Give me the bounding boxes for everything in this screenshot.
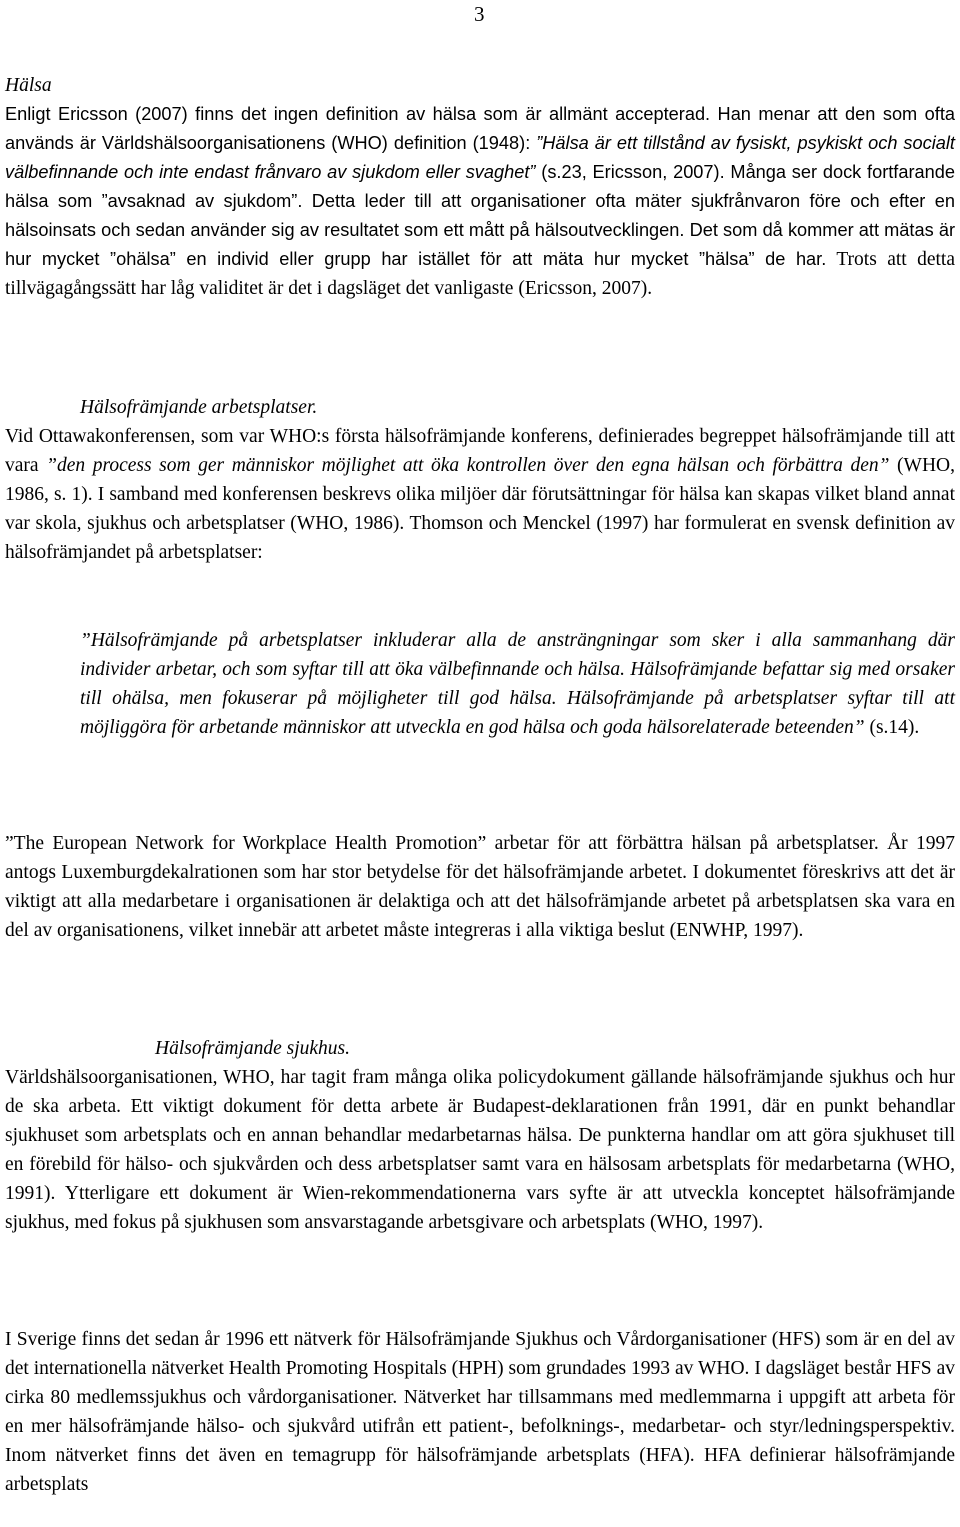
paragraph-text: Trots att detta tillvägagångssätt har låg validitet är det i dagsläget det vanligaste (Ericsson, 2007). [5,249,955,299]
paragraph-text: Enligt Ericsson (2007) finns det ingen definition av hälsa som är allmänt accepterad. Han menar att den som ofta används är Världshälsoorganisationens (WHO) definition (1948): [5,104,955,153]
page-number: 3 [474,2,485,26]
paragraph-halsa-definition [5,100,955,303]
ottawa-definition-quote: ”den process som ger människor möjlighet att öka kontrollen över den egna hälsan och förbättra den” [46,455,890,476]
section-heading-halsa: Hälsa [5,75,52,96]
section-heading-arbetsplatser: Hälsofrämjande arbetsplatser. [80,397,318,418]
blockquote-text: ”Hälsofrämjande på arbetsplatser inkluderar alla de ansträngningar som sker i alla sammanhang där individer arbetar, och som syftar till att öka välbefinnande och hälsa. Hälsofrämjande befattar sig med orsaker till ohälsa, men fokuserar på möjligheter till god hälsa. Hälsofrämjande på arbetsplatser syftar till att möjliggöra för arbetande människor att utveckla en god hälsa och goda hälsorelaterade beteenden” [80,630,955,738]
who-definition-quote: ”Hälsa är ett tillstånd av fysiskt, psykiskt och socialt välbefinnande och inte endast frånvaro av sjukdom eller svaghet” [5,133,955,182]
paragraph-who-sjukhus: Världshälsoorganisationen, WHO, har tagit fram många olika policydokument gällande hälsofrämjande sjukhus och hur de ska arbeta. Ett viktigt dokument för detta arbete är Budapest-deklarationen från 1991, där en punkt behandlar sjukhuset som arbetsplats och en annan behandlar medarbetarnas hälsa. De punkterna handlar om att göra sjukhuset till en förebild för hälso- och sjukvården och dess arbetsplatser samt vara en hälsosam arbetsplats för medarbetarna (WHO, 1991). Ytterligare ett dokument är Wien-rekommendationerna vars syfte är att utveckla konceptet hälsofrämjande sjukhus, med fokus på sjukhusen som ansvarstagande arbetsgivare och arbetsplats (WHO, 1997). [5,1067,955,1233]
blockquote-thomson-menckel [80,626,955,742]
paragraph-text: (WHO, 1986, s. 1). I samband med konferensen beskrevs olika miljöer där förutsättningar för hälsa kan skapas vilket bland annat var skola, sjukhus och arbetsplatser (WHO, 1986). Thomson och Menckel (1997) har formulerat en svensk definition av hälsofrämjandet på arbetsplatser: [5,455,955,563]
paragraph-enwhp: ”The European Network for Workplace Health Promotion” arbetar för att förbättra hälsan på arbetsplatser. År 1997 antogs Luxemburgdekalrationen som har stor betydelse för det hälsofrämjande arbetet. I dokumentet föreskrivs att det är viktigt att alla medarbetare i organisationen är delaktiga och att det hälsofrämjande arbetet på arbetsplatsen ska vara en del av organisationens, vilket innebär att arbetet måste integreras i alla viktiga beslut (ENWHP, 1997). [5,833,955,941]
paragraph-ottawa [5,422,955,567]
paragraph-text: Vid Ottawakonferensen, som var WHO:s första hälsofrämjande konferens, definierades begreppet hälsofrämjande till att vara [5,426,955,476]
paragraph-hfs-natverk: I Sverige finns det sedan år 1996 ett nätverk för Hälsofrämjande Sjukhus och Vårdorganisationer (HFS) som är en del av det internationella nätverket Health Promoting Hospitals (HPH) som grundades 1993 av WHO. I dagsläget består HFS av cirka 80 medlemssjukhus och vårdorganisationer. Nätverket har tillsammans med medlemmarna i uppgift att arbeta för en mer hälsofrämjande hälso- och sjukvård utifrån ett patient-, befolknings-, medarbetar- och styr/ledningsperspektiv. Inom nätverket finns det även en temagrupp för hälsofrämjande arbetsplats (HFA). HFA definierar hälsofrämjande arbetsplats [5,1329,955,1495]
section-heading-sjukhus: Hälsofrämjande sjukhus. [155,1038,350,1059]
blockquote-reference: (s.14). [864,717,920,738]
paragraph-text: (s.23, Ericsson, 2007). Många ser dock fortfarande hälsa som ”avsaknad av sjukdom”. Detta leder till att organisationer ofta mäter sjukfrånvaron före och efter en hälsoinsats och sedan använder sig av resultatet som ett mått på hälsoutvecklingen. Det som då kommer att mätas är hur mycket ”ohälsa” en individ eller grupp har istället för att mäta hur mycket ”hälsa” de har. [5,162,955,269]
